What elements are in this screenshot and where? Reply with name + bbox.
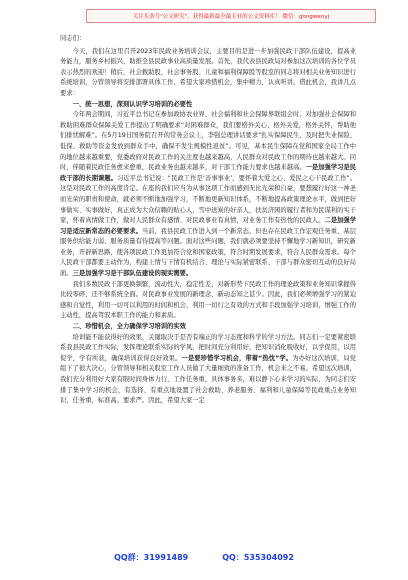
paragraph-intro: 今天，我们在这里召开2023年民政业务培训会议，主要目的是进一步加强民政干部队伍建设，提高业务能力，服务乡村振兴，助推全县民政事业高质量发展。首先，我代表县民政局对参加这次培训的各位学员表示热烈的欢迎！稍后，社会救助股、社会事务股、儿童和福利保障股等股室的同志将对相关业务知识进行系统培训，分管领导将安排部署具体工作，希望大家珍惜机会，集中精力，认真听讲。借此机会，我讲几点要求： bbox=[60, 47, 356, 97]
qq-group: QQ群：31991489 bbox=[114, 552, 189, 562]
point-3-text: 我们多数民政干部更换频繁，流动性大，稳定性差，对新形势下民政工作的理论政策和业务知识掌握得比较零碎，还不够系统全面。对民政事业发展的新理念、新动态知之甚少。因此，我们必须增强学习的紧迫感和自觉性，利用一切可以利用的时间和机会，利用一切行之有效的方式和手段加强学习培训，增强工作的主动性，提高驾驭本职工作的能力和素质。 bbox=[60, 280, 356, 320]
point-2-heading: 二是加强学习是适应新常态的必要要求。 bbox=[60, 217, 357, 235]
promo-banner-text: 关注头条号"公文研究"，获得最新最全最专业的公文资料库！ 微信：gongwenyj bbox=[132, 14, 330, 20]
paragraph-section2 bbox=[60, 333, 356, 407]
section-heading-1: 一、统一思想，深刻认识学习培训的必要性 bbox=[72, 100, 193, 108]
document-body bbox=[60, 34, 356, 407]
salutation: 同志们： bbox=[60, 35, 86, 42]
point-1-text: 习近平总书记说：“民政工作是‘善事事业’，要怀着大爱之心、爱民之心干民政工作”。这是对民政工作的高度肯定。在座的我们应当为从事这项工作而感到无比光荣和自豪，要想履行好这一神圣而光荣的职责和使命，就必须不断地加强学习，不断地更新知识体系，不断地提高政策理论水平，做到把好事做实、实事做好，真正成为大众信赖的贴心人，雪中送炭的好亲人，扶贫济困的履行者和为民谋利的实干家，怀着真情做工作，做对人民群众有感情、对民政事业有真情，对业务工作有热忱的民政人。 bbox=[60, 174, 357, 225]
paragraph-section1 bbox=[60, 110, 356, 280]
qq-contact: QQ：535304092 bbox=[222, 552, 294, 562]
point-4-text: 为办好这次培训，局党组下了很大决心，分管领导和相关股室工作人员做了大量细致的准备工作，机会来之不易。希望这次培训，我们充分利用好大家有限时间身体力行，工作任务重，具体事务多，难以静下心来学习的实际，为同志们安排了集中学习的机会，有选择、有重点地设置了社会救助、养老服务、福利和儿童保障等民政重点业务知识，任务重，标准高、要求严。因此，希望大家一定 bbox=[60, 354, 357, 405]
promo-banner[interactable] bbox=[86, 9, 376, 23]
point-1-heading: 一是加强学习是民政干部的长期课题。 bbox=[60, 164, 357, 182]
paragraph-section1-text: 今年两会期间，习近平总书记在参加政协农业界、社会福利和社会保障界联组会时，对加强社会保障和救助困难群众保障关爱工作提出了明确要求“对困难群众，我们要格外关心、格外关爱，格外关怀，帮助他们排忧解难”。在5月19日国务院召开的常务会议上，李强总理讲话要求“扎实保障民生，及时把失业保险、低保、救助等资金发放到群众手中，确保不发生规模性返贫”。可见，基本民生保障在党和国家全局工作中的地位越来越重要，党委政府对民政工作的关注度也越来越高，人民群众对民政工作的期待也越来越大。同时，伴随着民政任务愈来愈重，民政业务也越来越多，对干部工作能力要求也越来越高。 bbox=[60, 111, 356, 172]
contact-footer bbox=[0, 550, 408, 564]
point-4-heading: 一是要珍惜学习机会，带着“热忱”学。 bbox=[181, 354, 293, 362]
paragraph-section2-text: 培训能不能获得好的效果，关键取决于是否有端正的学习态度和科学的学习方法。同志们一定要紧密联系我县民政工作实际，发挥理论联系实际的学风，把时间充分利用好，把知识消化吸收好，以学促用，以用促学，学有所获，确保培训获得良好效果。 bbox=[60, 333, 356, 362]
section-heading-2: 二、珍惜机会，全力确保学习培训的实效 bbox=[72, 323, 186, 331]
point-3-heading: 三是加强学习是干部队伍建设的现实需要。 bbox=[72, 270, 193, 278]
point-2-text: 当前，我县民政工作进入到一个新常态，但也存在民政工作宏观任务重、基层服务供给能力弱、服务质量有待提高等问题。面对这些问题，我们就必须要坚持不懈地学习新知识，研究新业务，开辟新思路，使各项民政工作更加符合党和国家政策，符合时期发展要求，符合人民群众需求。每个人民政干部都要主动作为，构建上情与下情有机结合、理论与实际紧密联系、干部与群众密切互动的良好局面。 bbox=[60, 227, 357, 278]
